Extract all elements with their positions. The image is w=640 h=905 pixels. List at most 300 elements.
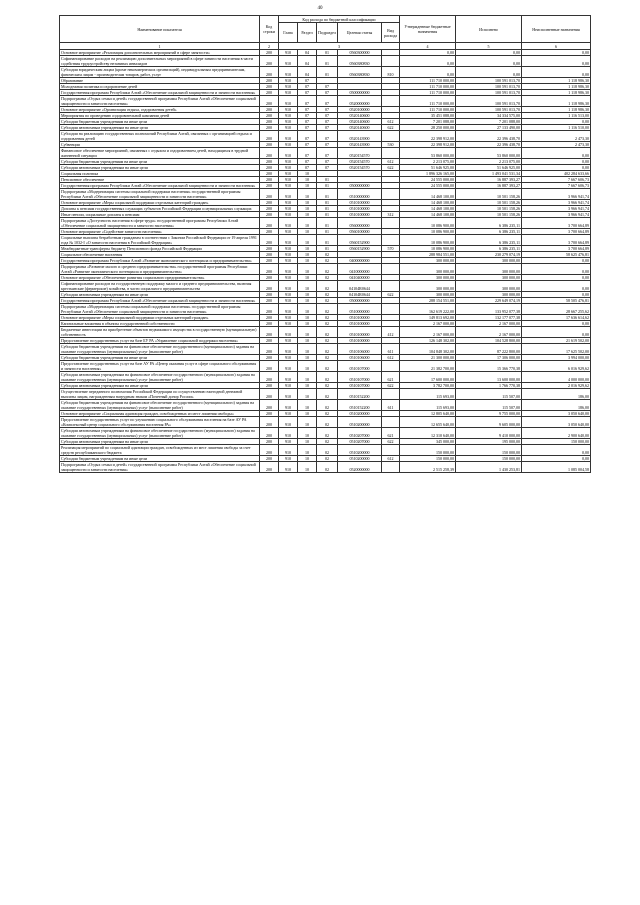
row-chapter: 910 (279, 125, 298, 131)
row-code: 200 (260, 212, 279, 218)
row-name: Софинансирование расходов на реализацию дополнительных мероприятий в сфере занятости населения в части содействия трудоустройству незанятых инвалидов (60, 56, 260, 67)
row-section: 10 (298, 281, 317, 292)
row-code: 200 (260, 159, 279, 165)
row-approved: 300 000,00 (400, 292, 456, 298)
table-row (60, 304, 591, 315)
row-code: 200 (260, 275, 279, 281)
row-code: 200 (260, 344, 279, 355)
row-code: 200 (260, 298, 279, 304)
row-unexecuted: 2 473,30 (522, 131, 591, 142)
row-subsection: 07 (317, 113, 338, 119)
row-code: 200 (260, 258, 279, 264)
row-unexecuted: 3 700 664,89 (522, 229, 591, 235)
row-unexecuted: 0,00 (522, 264, 591, 275)
row-code: 200 (260, 321, 279, 327)
row-subsection: 02 (317, 315, 338, 321)
row-approved: 111 710 000,00 (400, 96, 456, 107)
row-subsection: 02 (317, 372, 338, 383)
table-row (60, 383, 591, 389)
row-subsection: 07 (317, 96, 338, 107)
table-row (60, 229, 591, 235)
row-executed: 133 952 077,38 (456, 304, 522, 315)
row-code: 200 (260, 131, 279, 142)
row-executed: 150 000,00 (456, 456, 522, 462)
row-approved: 28 250 000,00 (400, 125, 456, 131)
row-name: Субсидии автономным учреждениям на иные цели (60, 439, 260, 445)
row-subsection: 01 (317, 50, 338, 56)
row-unexecuted: 0,00 (522, 148, 591, 159)
row-code: 200 (260, 383, 279, 389)
row-unexecuted: 1 118 986,30 (522, 84, 591, 90)
row-unexecuted: 3 700 664,89 (522, 246, 591, 252)
row-executed: 6 386 235,11 (456, 235, 522, 246)
row-chapter: 910 (279, 258, 298, 264)
row-executed: 10 501 158,26 (456, 206, 522, 212)
row-name: Социальные выплаты безработным гражданам в соответствии с Законом Российской Федерации от 19 апреля 1991 года № 1032-I «О занятости населения в Российской Федерации» (60, 235, 260, 246)
row-code: 200 (260, 148, 279, 159)
row-code: 200 (260, 389, 279, 400)
row-section: 04 (298, 56, 317, 67)
row-subsection: 02 (317, 292, 338, 298)
row-code: 200 (260, 125, 279, 131)
row-approved: 2 167 000,00 (400, 321, 456, 327)
row-section: 04 (298, 50, 317, 56)
row-subsection: 01 (317, 56, 338, 67)
row-chapter: 910 (279, 90, 298, 96)
row-subsection: 01 (317, 177, 338, 183)
row-unexecuted: 0,00 (522, 159, 591, 165)
row-name: Основное мероприятие «Меры социальной поддержки отдельных категорий граждан» (60, 315, 260, 321)
row-code: 200 (260, 372, 279, 383)
row-name: Мероприятия по проведению оздоровительной кампании детей (60, 113, 260, 119)
table-row (60, 292, 591, 298)
row-subsection: 01 (317, 246, 338, 252)
row-approved: 115 693,00 (400, 389, 456, 400)
row-chapter: 910 (279, 67, 298, 78)
row-subsection: 02 (317, 304, 338, 315)
row-chapter: 910 (279, 177, 298, 183)
row-approved: 22 398 912,00 (400, 142, 456, 148)
row-section: 10 (298, 344, 317, 355)
row-name: Субсидии автономным учреждениям на финансовое обеспечение государственного (муниципального) задания на оказание государственных (муниципальных) услуг (выполнение работ) (60, 372, 260, 383)
row-expense-type: 612 (382, 159, 400, 165)
row-unexecuted: 0,00 (522, 321, 591, 327)
row-name: Основное мероприятие «Содействие занятости населения» (60, 229, 260, 235)
row-unexecuted: 0,00 (522, 50, 591, 56)
row-section: 07 (298, 113, 317, 119)
row-name: Государственная программа Республики Алтай «Обеспечение социальной защищенности и занятости населения» (60, 298, 260, 304)
table-row (60, 264, 591, 275)
column-index: 1 (60, 43, 260, 50)
header-budget-code-group: Код расхода по бюджетной классификации (279, 16, 400, 23)
row-name: Осуществление переданного полномочия Российской Федерации по осуществлению ежегодной денежной выплаты лицам, награжденным нагрудным знаком «Почетный донор России» (60, 389, 260, 400)
row-executed: 17 306 000,00 (456, 355, 522, 361)
row-expense-type: 810 (382, 67, 400, 78)
table-row (60, 212, 591, 218)
row-approved: 288 154 551,00 (400, 298, 456, 304)
row-code: 200 (260, 84, 279, 90)
row-section: 10 (298, 229, 317, 235)
row-code: 200 (260, 90, 279, 96)
row-chapter: 910 (279, 456, 298, 462)
row-target-article: 0520154570 (338, 148, 382, 159)
row-target-article: 0520154570 (338, 159, 382, 165)
row-name: Межбюджетные трансферты бюджету Пенсионного фонда Российской Федерации (60, 246, 260, 252)
row-chapter: 910 (279, 113, 298, 119)
row-subsection: 02 (317, 389, 338, 400)
row-section: 10 (298, 304, 317, 315)
row-expense-type (382, 96, 400, 107)
row-name: Государственная программа Республики Алтай «Обеспечение социальной защищенности и занятости населения» (60, 183, 260, 189)
row-code: 200 (260, 456, 279, 462)
table-row (60, 165, 591, 171)
row-chapter: 910 (279, 411, 298, 417)
row-chapter: 910 (279, 78, 298, 84)
row-section: 10 (298, 171, 317, 177)
row-target-article: 0560380830 (338, 67, 382, 78)
row-approved: 35 451 088,00 (400, 113, 456, 119)
row-section: 10 (298, 252, 317, 258)
row-expense-type (382, 56, 400, 67)
row-target-article: 0510107000 (338, 361, 382, 372)
table-row (60, 372, 591, 383)
row-code: 200 (260, 338, 279, 344)
row-executed: 10 501 158,26 (456, 189, 522, 200)
row-unexecuted: 0,00 (522, 445, 591, 456)
row-target-article: 0520140600 (338, 113, 382, 119)
row-expense-type: 622 (382, 383, 400, 389)
row-unexecuted: 186,00 (522, 400, 591, 411)
row-code: 200 (260, 50, 279, 56)
row-name: Основное мероприятие «Обеспечение развития социального предпринимательства» (60, 275, 260, 281)
row-executed: 150 000,00 (456, 445, 522, 456)
row-chapter: 910 (279, 428, 298, 439)
row-subsection: 02 (317, 355, 338, 361)
row-chapter: 910 (279, 218, 298, 229)
row-approved: 111 710 000,00 (400, 84, 456, 90)
row-section: 10 (298, 315, 317, 321)
row-chapter: 910 (279, 119, 298, 125)
row-executed: 2 213 075,00 (456, 159, 522, 165)
row-unexecuted: 1 116 510,00 (522, 125, 591, 131)
row-approved: 14 468 100,00 (400, 212, 456, 218)
row-executed: 34 334 575,00 (456, 113, 522, 119)
row-name: Подпрограмма «Модернизация системы социальной поддержки населения» государственной программы Республики Алтай «Обеспечение социальной защищенности и занятости населения» (60, 304, 260, 315)
row-expense-type: 612 (382, 355, 400, 361)
row-unexecuted: 0,00 (522, 56, 591, 67)
row-name: Субсидии автономным учреждениям на финансовое обеспечение государственного (муниципального) задания на оказание государственных (муниципальных) услуг (выполнение работ) (60, 428, 260, 439)
row-executed: 9 755 000,00 (456, 411, 522, 417)
row-code: 200 (260, 462, 279, 473)
row-code: 200 (260, 327, 279, 338)
row-section: 10 (298, 275, 317, 281)
table-row (60, 428, 591, 439)
row-target-article: 0520140600 (338, 125, 382, 131)
column-index-row (60, 43, 591, 50)
row-target-article: 0510106000 (338, 344, 382, 355)
row-unexecuted: 3 966 941,74 (522, 212, 591, 218)
row-code: 200 (260, 400, 279, 411)
row-expense-type (382, 417, 400, 428)
row-chapter: 910 (279, 298, 298, 304)
row-approved: 51 646 925,00 (400, 165, 456, 171)
row-name: Основное мероприятие «Реализация дополнительных мероприятий в сфере занятости» (60, 50, 260, 56)
table-row (60, 439, 591, 445)
row-chapter: 910 (279, 338, 298, 344)
row-expense-type (382, 304, 400, 315)
table-row (60, 218, 591, 229)
row-expense-type (382, 389, 400, 400)
row-code: 200 (260, 428, 279, 439)
row-section: 10 (298, 383, 317, 389)
row-chapter: 910 (279, 281, 298, 292)
row-unexecuted: 3 966 941,74 (522, 206, 591, 212)
budget-execution-table (59, 15, 591, 473)
row-approved: 12 655 640,00 (400, 417, 456, 428)
row-name: Предоставление государственных услуг по улучшению социального обслуживания населения на базе АУ РА «Комплексный центр социального обслуживания населения РА» (60, 417, 260, 428)
row-target-article: 0510000000 (338, 304, 382, 315)
row-approved: 7 201 088,00 (400, 119, 456, 125)
row-section: 07 (298, 125, 317, 131)
row-chapter: 910 (279, 229, 298, 235)
row-subsection: 02 (317, 252, 338, 258)
row-name: Социальная политика (60, 171, 260, 177)
row-name: Подпрограмма «Отдых семьи и детей» государственной программы Республики Алтай «Обеспечение социальной защищенности и занятости населения» (60, 96, 260, 107)
row-executed: 6 386 235,11 (456, 246, 522, 252)
row-section: 07 (298, 96, 317, 107)
row-target-article: 0510107000 (338, 383, 382, 389)
row-section: 10 (298, 206, 317, 212)
row-name: Основное мероприятие «Организация отдыха, оздоровления детей» (60, 107, 260, 113)
row-section: 07 (298, 148, 317, 159)
row-unexecuted: 150 000,00 (522, 439, 591, 445)
row-executed: 195 000,00 (456, 439, 522, 445)
row-section: 07 (298, 142, 317, 148)
row-name: Субсидии автономным учреждениям на иные цели (60, 165, 260, 171)
row-executed: 6 386 235,11 (456, 218, 522, 229)
row-code: 200 (260, 355, 279, 361)
row-target-article: 0560152900 (338, 235, 382, 246)
row-subsection: 07 (317, 125, 338, 131)
row-code: 200 (260, 229, 279, 235)
row-executed: 16 887 393,27 (456, 177, 522, 183)
row-section: 10 (298, 177, 317, 183)
table-row (60, 258, 591, 264)
row-target-article: 0510152200 (338, 389, 382, 400)
row-approved: 300 000,00 (400, 264, 456, 275)
row-target-article: 0510200000 (338, 411, 382, 417)
row-approved: 115 693,00 (400, 400, 456, 411)
row-executed: 9 605 000,00 (456, 417, 522, 428)
row-name: Молодежная политика и оздоровление детей (60, 84, 260, 90)
row-target-article: 0510200000 (338, 417, 382, 428)
row-target-article: 0510100000 (338, 212, 382, 218)
header-unexecuted: Неисполненные назначения (522, 16, 591, 43)
row-subsection: 07 (317, 107, 338, 113)
row-code: 200 (260, 200, 279, 206)
row-name: Субсидии автономным учреждениям на иные цели (60, 125, 260, 131)
row-executed: 300 000,00 (456, 275, 522, 281)
row-name: Предоставление государственных услуг на базе БУ РА «Управление социальной поддержки населения» (60, 338, 260, 344)
row-code: 200 (260, 177, 279, 183)
row-section: 10 (298, 445, 317, 456)
row-section: 10 (298, 258, 317, 264)
row-section: 10 (298, 462, 317, 473)
table-row (60, 456, 591, 462)
row-code: 200 (260, 281, 279, 292)
row-expense-type (382, 281, 400, 292)
row-code: 200 (260, 264, 279, 275)
row-target-article: 0510100000 (338, 321, 382, 327)
row-unexecuted: 4 000 000,00 (522, 372, 591, 383)
row-section: 10 (298, 218, 317, 229)
table-row (60, 148, 591, 159)
row-chapter: 910 (279, 417, 298, 428)
row-executed: 2 167 000,00 (456, 327, 522, 338)
row-section: 10 (298, 183, 317, 189)
row-unexecuted: 3 050 640,00 (522, 417, 591, 428)
row-subsection: 07 (317, 159, 338, 165)
row-subsection: 02 (317, 411, 338, 417)
row-target-article: 0510207000 (338, 439, 382, 445)
row-approved: 21 300 000,00 (400, 355, 456, 361)
row-code: 200 (260, 361, 279, 372)
row-target-article: 0520100000 (338, 107, 382, 113)
row-target-article: 0500000000 (338, 90, 382, 96)
row-target-article: 0520000000 (338, 462, 382, 473)
row-executed: 10 501 158,26 (456, 212, 522, 218)
row-chapter: 910 (279, 292, 298, 298)
row-target-article: 0520000000 (338, 96, 382, 107)
row-approved: 14 468 100,00 (400, 206, 456, 212)
row-section: 10 (298, 411, 317, 417)
row-section: 07 (298, 165, 317, 171)
table-row (60, 159, 591, 165)
row-chapter: 910 (279, 171, 298, 177)
row-section: 07 (298, 131, 317, 142)
row-executed: 1 493 041 531,34 (456, 171, 522, 177)
row-subsection: 02 (317, 361, 338, 372)
row-executed: 16 887 393,27 (456, 183, 522, 189)
table-row (60, 206, 591, 212)
table-row (60, 200, 591, 206)
row-name: Основное мероприятие «Меры социальной поддержки отдельных категорий граждан» (60, 200, 260, 206)
row-chapter: 910 (279, 344, 298, 355)
row-target-article: 0500000000 (338, 298, 382, 304)
row-chapter: 910 (279, 159, 298, 165)
row-subsection: 02 (317, 321, 338, 327)
row-executed: 0,00 (456, 50, 522, 56)
row-unexecuted: 1 118 986,30 (522, 107, 591, 113)
row-chapter: 910 (279, 304, 298, 315)
row-chapter: 910 (279, 315, 298, 321)
table-body (60, 50, 591, 473)
header-expense-type: Вид расхода (382, 23, 400, 43)
row-target-article: 0400000000 (338, 258, 382, 264)
row-approved: 111 710 000,00 (400, 90, 456, 96)
row-subsection: 02 (317, 327, 338, 338)
row-target-article: 0510100000 (338, 338, 382, 344)
row-name: Иные пенсии, социальные доплаты к пенсиям (60, 212, 260, 218)
row-code: 200 (260, 96, 279, 107)
row-target-article: 0560152900 (338, 246, 382, 252)
row-expense-type (382, 445, 400, 456)
row-chapter: 910 (279, 445, 298, 456)
row-approved: 150 000,00 (400, 456, 456, 462)
row-executed: 51 646 925,00 (456, 165, 522, 171)
row-subsection: 01 (317, 189, 338, 200)
row-target-article: 0410400000 (338, 275, 382, 281)
row-name: Предоставление государственных услуг на базе АУ РА «Центр оказания услуг в сфере социального обслуживания и занятости населения» (60, 361, 260, 372)
row-section: 10 (298, 246, 317, 252)
row-subsection: 02 (317, 456, 338, 462)
row-unexecuted: 28 667 255,62 (522, 304, 591, 315)
row-chapter: 910 (279, 148, 298, 159)
row-executed: 22 396 438,70 (456, 142, 522, 148)
row-unexecuted: 3 700 664,89 (522, 235, 591, 246)
row-unexecuted: 0,00 (522, 327, 591, 338)
row-approved: 300 000,00 (400, 281, 456, 292)
row-subsection: 01 (317, 200, 338, 206)
row-target-article: 0510152200 (338, 400, 382, 411)
row-code: 200 (260, 119, 279, 125)
table-row (60, 298, 591, 304)
row-executed: 132 177 077,38 (456, 315, 522, 321)
row-section: 10 (298, 355, 317, 361)
row-approved: 24 555 000,00 (400, 177, 456, 183)
row-expense-type (382, 218, 400, 229)
table-row (60, 389, 591, 400)
row-expense-type: 612 (382, 119, 400, 125)
row-approved: 2 167 000,00 (400, 327, 456, 338)
row-chapter: 910 (279, 321, 298, 327)
row-unexecuted: 3 050 640,00 (522, 411, 591, 417)
row-target-article: 0520154570 (338, 165, 382, 171)
row-executed: 300 000,00 (456, 292, 522, 298)
row-name: Реализация мероприятий по социальной адаптации граждан, освобожденных из мест лишения свободы за счет средств республиканского бюджета (60, 445, 260, 456)
row-unexecuted: 6 016 929,62 (522, 361, 591, 372)
row-target-article: 0510200000 (338, 456, 382, 462)
row-section: 04 (298, 67, 317, 78)
row-code: 200 (260, 78, 279, 84)
row-approved: 126 148 302,00 (400, 338, 456, 344)
row-chapter: 910 (279, 327, 298, 338)
row-expense-type (382, 148, 400, 159)
row-expense-type: 530 (382, 142, 400, 148)
row-subsection: 01 (317, 218, 338, 229)
row-name: Субсидии бюджетным учреждениям на иные цели (60, 159, 260, 165)
row-approved: 12 310 640,00 (400, 428, 456, 439)
row-unexecuted: 58 505 476,81 (522, 298, 591, 304)
table-row (60, 56, 591, 67)
row-chapter: 910 (279, 275, 298, 281)
row-approved: 10 086 900,00 (400, 235, 456, 246)
row-target-article: 0560000000 (338, 218, 382, 229)
row-subsection: 01 (317, 229, 338, 235)
row-approved: 22 398 912,00 (400, 131, 456, 142)
row-unexecuted: 0,00 (522, 456, 591, 462)
row-target-article: 0510000000 (338, 189, 382, 200)
table-row (60, 67, 591, 78)
row-name: Подпрограмма «Модернизация системы социальной поддержки населения» государственной программы Республики Алтай «Обеспечение социальной защищенности и занятости населения» (60, 189, 260, 200)
row-target-article: 0510107000 (338, 372, 382, 383)
row-target-article: 0510100000 (338, 200, 382, 206)
row-name: Субсидии автономным учреждениям на иные цели (60, 383, 260, 389)
column-index: 2 (260, 43, 279, 50)
row-target-article: 0510100000 (338, 327, 382, 338)
row-name: Финансовое обеспечение мероприятий, связанных с отдыхом и оздоровлением детей, находящихся в трудной жизненной ситуации (60, 148, 260, 159)
row-subsection: 02 (317, 281, 338, 292)
